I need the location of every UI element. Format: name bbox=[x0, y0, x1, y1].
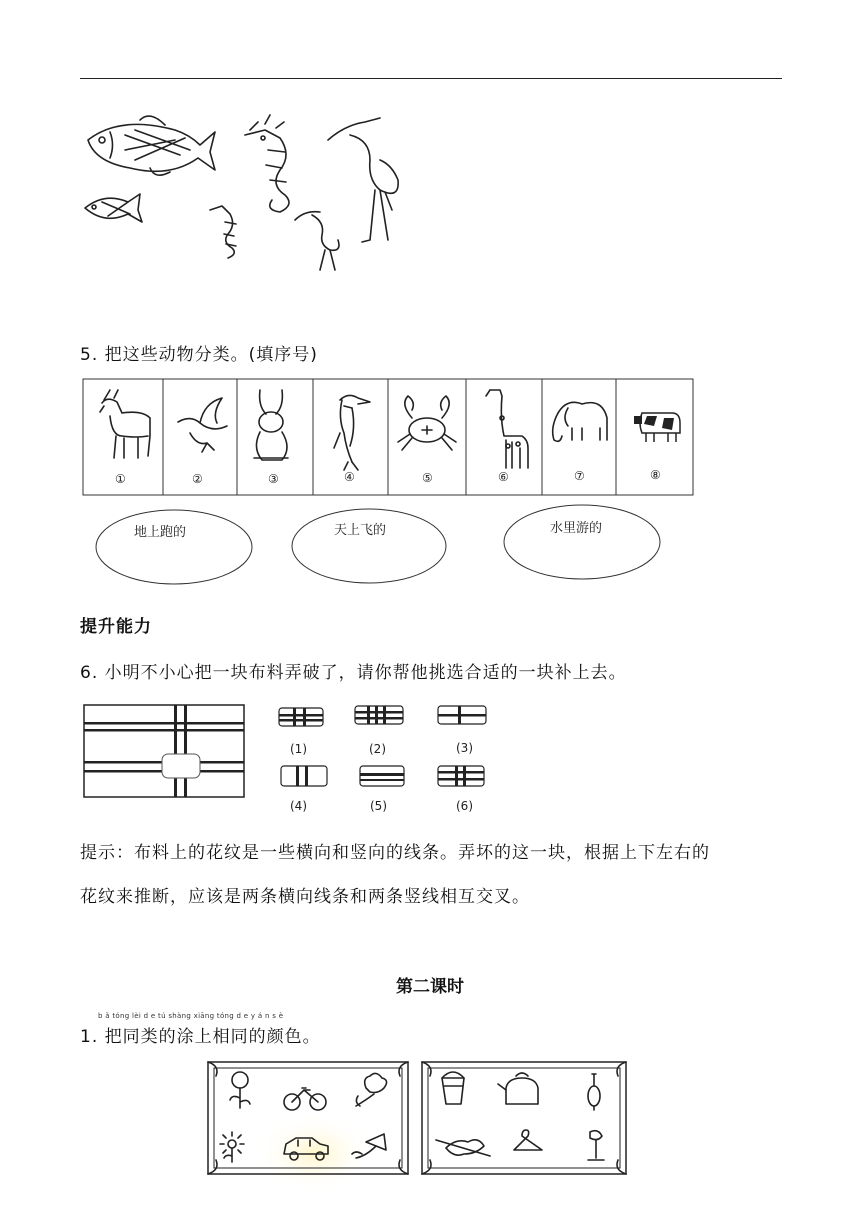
flower-icon[interactable] bbox=[356, 1073, 387, 1106]
oval-label-ground: 地上跑的 bbox=[134, 525, 187, 540]
oval-label-sky: 天上飞的 bbox=[334, 523, 387, 538]
elephant-icon bbox=[553, 402, 607, 441]
oval-water[interactable] bbox=[504, 505, 660, 579]
question-6-text: 6. 小明不小心把一块布料弄破了，请你帮他挑选合适的一块补上去。 bbox=[80, 663, 627, 683]
animal-number: ④ bbox=[344, 470, 355, 484]
option-label: (5) bbox=[370, 799, 387, 813]
torn-fabric bbox=[84, 705, 244, 797]
lamp-icon[interactable] bbox=[588, 1131, 604, 1160]
patch-option-2[interactable] bbox=[355, 706, 403, 724]
oval-sky[interactable] bbox=[292, 509, 446, 583]
option-label: (3) bbox=[456, 741, 473, 755]
option-label: (1) bbox=[290, 742, 307, 756]
small-fish-icon bbox=[85, 194, 142, 222]
pinyin-line: b ǎ tóng lèi d e tú shàng xiāng tóng d e y á n s è bbox=[98, 1012, 284, 1020]
animal-number: ⑥ bbox=[498, 470, 509, 484]
hint-line-1: 提示：布料上的花纹是一些横向和竖向的线条。弄坏的这一块，根据上下左右的 bbox=[80, 843, 710, 863]
animal-pairs-illustration bbox=[80, 110, 420, 280]
small-seahorse-icon bbox=[210, 206, 236, 258]
hint-line-2: 花纹来推断，应该是两条横向线条和两条竖线相互交叉。 bbox=[80, 887, 530, 907]
animal-number: ③ bbox=[268, 472, 279, 486]
patch-option-1[interactable] bbox=[279, 708, 323, 726]
bucket-icon[interactable] bbox=[442, 1072, 464, 1104]
big-fish-icon bbox=[88, 116, 215, 175]
big-crane-icon bbox=[328, 118, 398, 242]
animal-table bbox=[82, 378, 694, 496]
giraffe-icon bbox=[486, 390, 528, 468]
violin-icon[interactable] bbox=[436, 1140, 490, 1156]
woodpecker-icon bbox=[334, 395, 370, 470]
daisy-icon[interactable] bbox=[220, 1132, 244, 1162]
goat-icon bbox=[100, 390, 150, 458]
option-label: (6) bbox=[456, 799, 473, 813]
animal-number: ⑦ bbox=[574, 469, 585, 483]
hanger-icon[interactable] bbox=[514, 1130, 542, 1150]
animal-number: ⑤ bbox=[422, 471, 433, 485]
big-seahorse-icon bbox=[245, 115, 289, 212]
cow-icon bbox=[634, 413, 680, 442]
oval-ground[interactable] bbox=[96, 510, 252, 584]
rabbit-icon bbox=[254, 390, 288, 460]
coloring-boxes bbox=[206, 1058, 632, 1183]
question-1-text: 1. 把同类的涂上相同的颜色。 bbox=[80, 1027, 321, 1047]
option-label: (4) bbox=[290, 799, 307, 813]
animal-number: ⑧ bbox=[650, 468, 661, 482]
patch-option-6[interactable] bbox=[438, 766, 484, 786]
patch-option-5[interactable] bbox=[360, 766, 404, 786]
header-rule bbox=[80, 78, 782, 79]
bicycle-icon[interactable] bbox=[284, 1088, 326, 1110]
dove-icon bbox=[178, 398, 227, 452]
category-ovals bbox=[94, 508, 674, 588]
patch-option-4[interactable] bbox=[281, 766, 327, 786]
section-title: 提升能力 bbox=[80, 617, 152, 637]
animal-number: ① bbox=[115, 472, 126, 486]
small-crane-icon bbox=[295, 212, 339, 270]
kettle-icon[interactable] bbox=[498, 1073, 538, 1104]
question-5-text: 5. 把这些动物分类。(填序号) bbox=[80, 345, 318, 365]
pipa-instrument-icon[interactable] bbox=[588, 1074, 600, 1110]
patch-option-3[interactable] bbox=[438, 706, 486, 724]
animal-number: ② bbox=[192, 472, 203, 486]
option-label: (2) bbox=[369, 742, 386, 756]
oval-label-water: 水里游的 bbox=[550, 521, 603, 536]
fabric-puzzle bbox=[82, 700, 502, 825]
crab-icon bbox=[398, 396, 456, 450]
rose-icon[interactable] bbox=[230, 1072, 250, 1108]
lesson-title: 第二课时 bbox=[396, 977, 464, 997]
